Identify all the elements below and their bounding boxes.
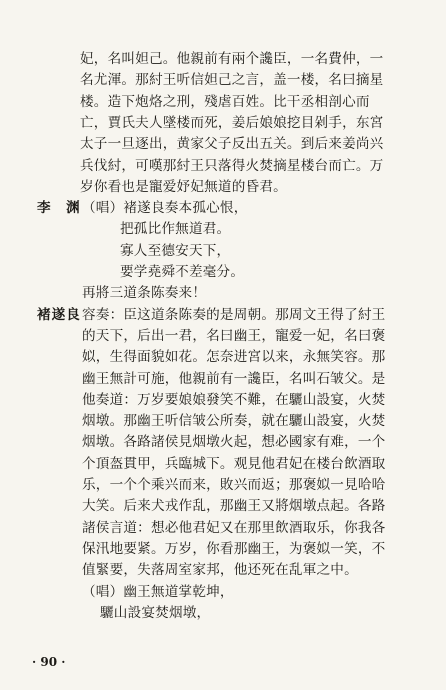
verse-line: 驪山設宴焚烟墩， — [100, 604, 211, 621]
speaker-name: 褚遂良 — [37, 306, 81, 323]
text-line: （唱）幽王無道掌乾坤， — [82, 583, 234, 600]
page-number: · 90 · — [32, 655, 66, 669]
text-line: （唱）褚遂良奏本孤心恨， — [82, 200, 248, 217]
text-line: 楼。造下炮烙之刑，殘虐百姓。比干丞相剖心而 — [80, 93, 370, 110]
text-line: 的天下，后出一君，名曰幽王，寵爱一妃，名曰褒 — [82, 327, 386, 344]
text-line: 烟墩。那幽王听信皱公所奏，就在驪山設宴，火焚 — [82, 413, 386, 430]
text-line: 大笑。后来犬戎作乱，那幽王又將烟墩点起。各路 — [82, 498, 386, 515]
text-line: 太子一旦逐出，黄家父子反出五关。到后来姜尚兴 — [80, 136, 384, 153]
text-line: 值緊要，失落周室家邦，他还死在乱軍之中。 — [82, 562, 358, 579]
verse-line: 寡人至德安天下， — [120, 242, 231, 259]
text-line: 幽王無計可施，他親前有一讒臣，名叫石皱父。是 — [82, 370, 386, 387]
text-line: 容奏：臣这道条陈奏的是周朝。那周文王得了紂王 — [82, 306, 386, 323]
text-line: 个頂盔貫甲，兵臨城下。观見他君妃在楼台飲酒取 — [82, 455, 386, 472]
text-line: 兵伐紂，可嘆那紂王只落得火焚摘星楼台而亡。万 — [80, 157, 384, 174]
text-line: 岁你看也是寵爱妤妃無道的昏君。 — [80, 178, 287, 195]
text-line: 他奏道：万岁要娘娘發笑不難，在驪山設宴，火焚 — [82, 391, 386, 408]
text-line: 乐，一个个乘兴而来，敗兴而返；那褒姒一見哈哈 — [82, 477, 386, 493]
text-line: 姒，生得面貌如花。怎奈进宮以来，永無笑容。那 — [82, 349, 386, 366]
text-line: 諸侯言道：想必他君妃又在那里飲酒取乐，你我各 — [82, 519, 386, 536]
speaker-name: 李 渊 — [37, 200, 81, 217]
text-line: 妃，名叫妲己。他親前有兩个讒臣，一名費仲，一 — [80, 51, 384, 67]
text-line: 名尤渾。那紂王听信妲己之言，盖一楼，名曰摘星 — [80, 72, 384, 89]
text-line: 烟墩。各路諸侯見烟墩火起，想必國家有难，一个 — [82, 434, 386, 451]
text-line: 再將三道条陈奏来！ — [82, 285, 207, 302]
verse-line: 把孤比作無道君。 — [120, 221, 231, 238]
text-line: 亡，賈氏夫人墜楼而死，姜后娘娘挖目剁手，东宮 — [80, 114, 384, 131]
verse-line: 要学堯舜不差毫分。 — [120, 264, 245, 280]
text-line: 保汛地要紧。万岁，你看那幽王，为褒姒一笑，不 — [82, 540, 386, 557]
